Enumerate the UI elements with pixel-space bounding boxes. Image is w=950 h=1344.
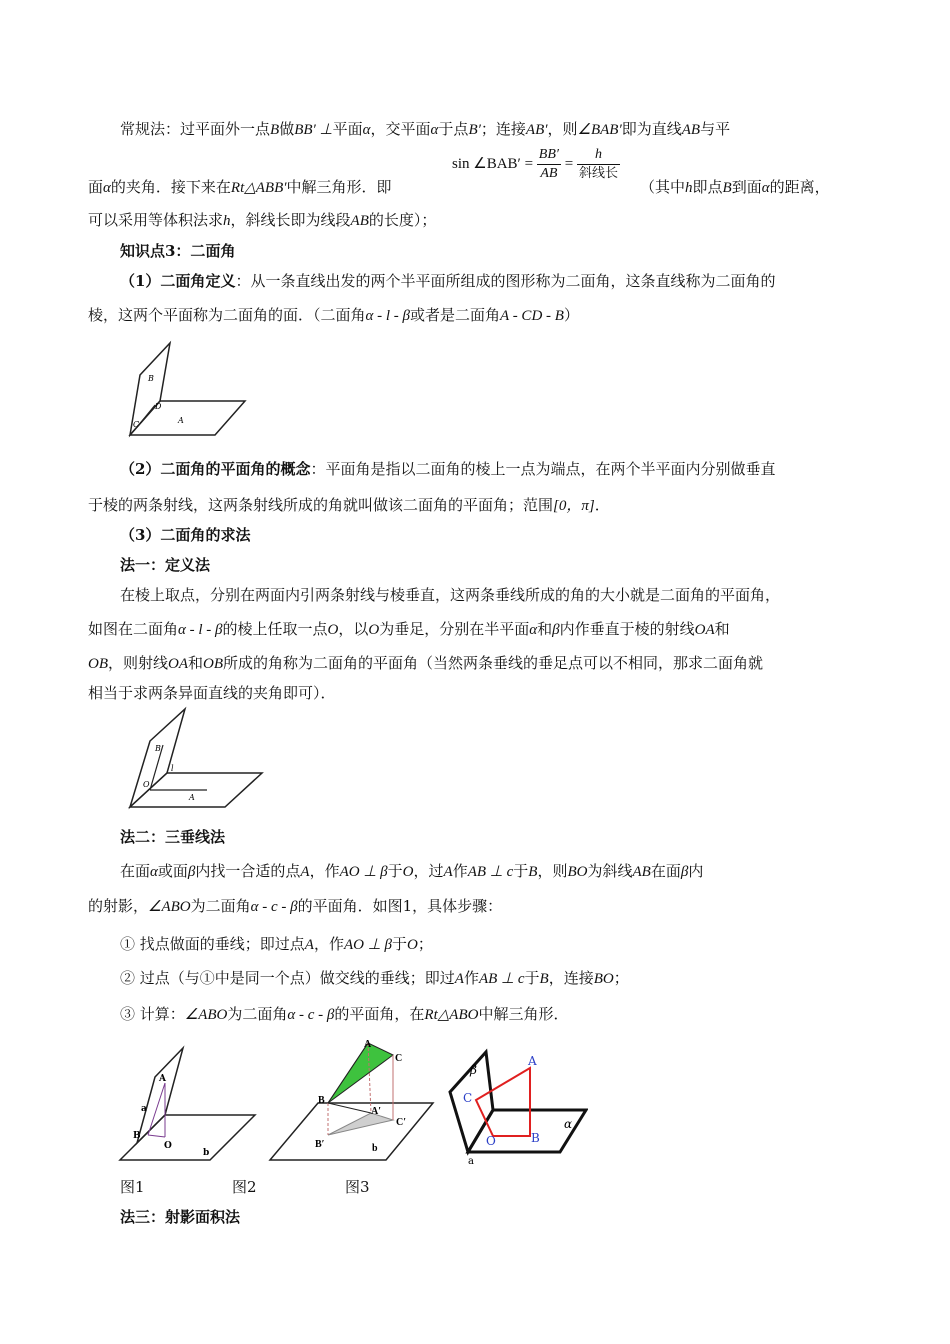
line-method-normal-3 (88, 209, 436, 232)
math: Rt△ABO (424, 1007, 479, 1023)
caption-fig2: 图2 (232, 1178, 257, 1196)
math: B (722, 180, 732, 196)
label-b: B (148, 374, 154, 383)
text: （其中 (640, 178, 686, 196)
dihedral-figure-2 (115, 705, 265, 813)
math: AB (632, 864, 651, 880)
line-method-normal-2b (640, 176, 830, 199)
formula-eq: = (564, 155, 574, 172)
text: ，连接 (548, 969, 594, 987)
math: OB (203, 656, 224, 672)
line-method-normal-2 (88, 176, 392, 199)
text: 内 (688, 862, 704, 880)
text: ，则射线 (108, 654, 169, 672)
math: B (270, 122, 280, 138)
line-method-normal-1 (120, 118, 730, 141)
text: 所成的角称为二面角的平面角（当然两条垂线的垂足点可以不相同，那求二面角就 (223, 654, 764, 672)
text: 常规法：过平面外一点 (120, 120, 271, 138)
text: 棱，这两个平面称为二面角的面．（二面角 (88, 306, 366, 324)
plane-angle-label: （2）二面角的平面角的概念 (120, 460, 311, 478)
numerator: h (577, 146, 620, 165)
math: BB′ ⊥ (294, 122, 333, 138)
text: 和 (188, 654, 204, 672)
text: ，作 (309, 862, 340, 880)
math: h (685, 180, 693, 196)
text: 为斜线 (587, 862, 633, 880)
text: 于点 (438, 120, 469, 138)
label-a: A (159, 1074, 166, 1084)
text: ，以 (338, 620, 369, 638)
math: BO (593, 971, 614, 987)
math: OB (88, 656, 108, 672)
line-plane-angle-2 (88, 494, 610, 517)
math: α (103, 180, 111, 196)
methods-title: （3）二面角的求法 (120, 526, 251, 544)
text: 的射影， (88, 897, 149, 915)
text: 即为直线 (621, 120, 682, 138)
math: α - l - β (365, 308, 411, 324)
method2-title: 法二：三垂线法 (120, 828, 226, 846)
label-a: A (528, 1054, 537, 1068)
method1-title: 法一：定义法 (120, 556, 211, 574)
math: β (187, 864, 196, 880)
math: A (304, 937, 314, 953)
plane-bottom (130, 401, 245, 435)
label-b-small: b (203, 1148, 210, 1158)
math: O (368, 622, 380, 638)
math: h (223, 213, 231, 229)
math: O (402, 864, 414, 880)
triangle-projection (328, 1113, 393, 1135)
three-perpendicular-figure-1 (115, 1045, 265, 1165)
text: ，交平面 (370, 120, 431, 138)
text: ① 找点做面的垂线；即过点 (120, 935, 305, 953)
def-label: （1）二面角定义 (120, 272, 236, 290)
line-def-2 (88, 304, 579, 327)
text: 或面 (157, 862, 188, 880)
text: 的平面角，在 (334, 1005, 425, 1023)
text: ：平面角是指以二面角的棱上一点为端点，在两个半平面内分别做垂直 (310, 460, 776, 478)
formula-sin: sin ∠BAB′ = (452, 155, 534, 172)
text: 在面 (120, 862, 151, 880)
math: OA (168, 656, 189, 672)
label-o: O (486, 1134, 496, 1148)
text: 内找一合适的点 (195, 862, 301, 880)
text: 在面 (650, 862, 681, 880)
math: α (761, 180, 770, 196)
text: 于 (392, 935, 408, 953)
label-a-small: a (141, 1104, 147, 1114)
text: ③ 计算： (120, 1005, 185, 1023)
label-a: A (364, 1039, 372, 1050)
line-bo (148, 1135, 165, 1137)
line-def-1 (120, 270, 775, 292)
math: α (529, 622, 538, 638)
dihedral-figure-1 (115, 335, 255, 445)
text: 于 (513, 862, 529, 880)
math: AB (350, 213, 369, 229)
triangle-abc (328, 1043, 393, 1103)
label-b: B (531, 1131, 540, 1145)
dihedral-figure-3 (448, 1040, 588, 1170)
math: AB ⊥ c (478, 971, 525, 987)
math: OA (694, 622, 715, 638)
math: A (443, 864, 453, 880)
text: ； (417, 935, 433, 953)
method1-line-4: 相当于求两条异面直线的夹角即可）． (88, 684, 336, 702)
text: 或者是二面角 (410, 306, 501, 324)
math: AB ⊥ c (467, 864, 514, 880)
caption-fig1: 图1 (120, 1178, 145, 1196)
line-plane-angle-1 (120, 458, 775, 480)
text: 作 (463, 969, 479, 987)
text: 为二面角 (190, 897, 251, 915)
text: ，则 (547, 120, 578, 138)
text: 的距离， (769, 178, 830, 196)
label-c: C (133, 420, 140, 429)
denominator: 斜线长 (578, 166, 618, 181)
label-c: C (463, 1091, 473, 1105)
text: ． (594, 496, 610, 514)
text: ；连接 (480, 120, 526, 138)
fraction-bb-ab (537, 146, 561, 183)
text: 的平面角．如图1，具体步骤： (297, 897, 503, 915)
text: ② 过点（与①中是同一个点）做交线的垂线；即过 (120, 969, 455, 987)
math: β (680, 864, 689, 880)
math: AB (681, 122, 701, 138)
text: 作 (452, 862, 468, 880)
math: A - CD - B (500, 308, 564, 324)
plane-alpha (137, 1048, 183, 1143)
label-a: A (189, 793, 195, 802)
text: 和 (714, 620, 730, 638)
method2-step-1 (120, 933, 433, 956)
projection-figure-2 (268, 1035, 438, 1165)
plane-upright (130, 709, 185, 807)
math: B (539, 971, 549, 987)
edge-cd (137, 405, 155, 427)
numerator: BB′ (537, 146, 561, 165)
math: α - c - β (250, 899, 298, 915)
math: β (552, 622, 560, 638)
text: 与平 (700, 120, 731, 138)
text: 中解三角形．即 (286, 178, 392, 196)
text: 可以采用等体积法求 (88, 211, 224, 229)
denominator: AB (540, 166, 558, 181)
math: [0，π] (553, 498, 595, 514)
label-b-prime: B′ (315, 1139, 325, 1150)
text: ） (563, 306, 579, 324)
label-b: B (133, 1131, 141, 1141)
plane-base (270, 1103, 433, 1160)
text: 为二面角 (227, 1005, 288, 1023)
label-a-small: a (468, 1156, 474, 1167)
math: Rt△ABB′ (230, 180, 287, 196)
math: α (362, 122, 371, 138)
section-title-kp3: 知识点3：二面角 (120, 242, 236, 260)
label-o: O (143, 780, 150, 789)
math: O (407, 937, 418, 953)
label-d: D (155, 402, 162, 411)
math: α (430, 122, 439, 138)
math: AO ⊥ β (343, 937, 393, 953)
math: B′ (468, 122, 481, 138)
math: O (327, 622, 339, 638)
text: 的棱上任取一点 (222, 620, 328, 638)
text: 于 (524, 969, 540, 987)
math: ∠ABO (184, 1007, 228, 1023)
text: 即点 (692, 178, 723, 196)
text: ，斜线长即为线段 (230, 211, 351, 229)
text: 于 (387, 862, 403, 880)
label-c-prime: C′ (396, 1117, 407, 1128)
method2-line-2 (88, 895, 502, 918)
text: 的夹角．接下来在 (110, 178, 231, 196)
math: A (454, 971, 464, 987)
math: α - l - β (178, 622, 223, 638)
label-l: l (171, 764, 174, 773)
math: AB′ (525, 122, 548, 138)
text: ； (613, 969, 629, 987)
math: A (300, 864, 310, 880)
sine-formula (452, 146, 620, 183)
label-b-small: b (372, 1143, 378, 1154)
text: 和 (537, 620, 553, 638)
fraction-h-slant (577, 146, 620, 183)
label-b: B (318, 1095, 325, 1106)
line-ba (328, 1103, 371, 1113)
method1-line-2 (88, 618, 730, 641)
text: 面 (88, 178, 104, 196)
method2-line-1 (120, 860, 703, 883)
text: ，则 (537, 862, 568, 880)
math: α - c - β (287, 1007, 335, 1023)
label-c: C (395, 1053, 403, 1064)
text: 到面 (731, 178, 762, 196)
text: ，过 (413, 862, 444, 880)
text: ：从一条直线出发的两个半平面所组成的图形称为二面角，这条直线称为二面角的 (235, 272, 776, 290)
math: AO ⊥ β (339, 864, 388, 880)
method3-title: 法三：射影面积法 (120, 1208, 241, 1226)
label-a-prime: A′ (371, 1106, 382, 1117)
caption-fig3: 图3 (345, 1178, 370, 1196)
text: 内作垂直于棱的射线 (559, 620, 695, 638)
label-alpha: α (564, 1117, 573, 1131)
text: 于棱的两条射线，这两条射线所成的角就叫做该二面角的平面角；范围 (88, 496, 554, 514)
math: ∠ABO (148, 899, 191, 915)
method2-step-2 (120, 967, 629, 990)
text: ，作 (313, 935, 344, 953)
label-o: O (164, 1141, 172, 1151)
label-beta: β (470, 1063, 477, 1077)
math: BO (567, 864, 588, 880)
text: 如图在二面角 (88, 620, 179, 638)
math: α (150, 864, 158, 880)
method1-line-1: 在棱上取点，分别在两面内引两条射线与棱垂直，这两条垂线所成的角的大小就是二面角的平面角， (120, 586, 781, 604)
label-b: B (155, 744, 161, 753)
math: B (528, 864, 538, 880)
text: 平面 (332, 120, 363, 138)
text: 的长度）； (368, 211, 437, 229)
text: 中解三角形． (478, 1005, 569, 1023)
method2-step-3 (120, 1003, 568, 1026)
method1-line-3 (88, 652, 763, 675)
text: 做 (279, 120, 295, 138)
text: 为垂足，分别在半平面 (379, 620, 530, 638)
label-a: A (178, 416, 184, 425)
math: ∠BAB′ (577, 122, 622, 138)
